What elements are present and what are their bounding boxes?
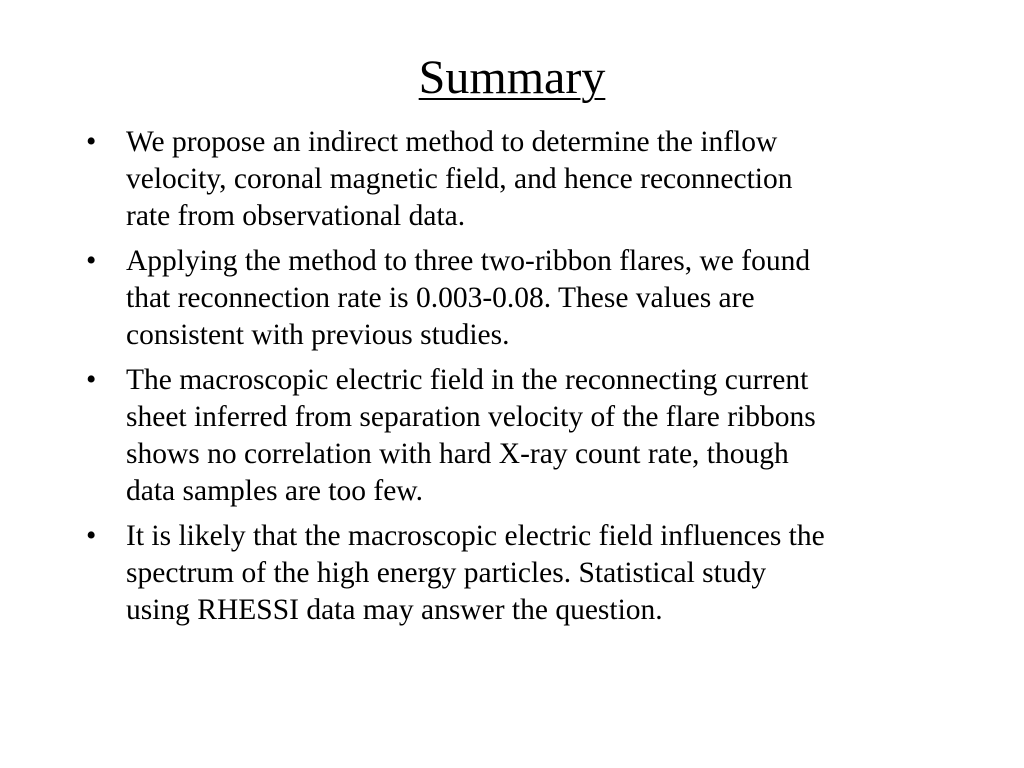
bullet-icon: • — [86, 364, 97, 396]
bullet-text-line: using RHESSI data may answer the question. — [126, 594, 663, 626]
bullet-text-line: rate from observational data. — [126, 200, 466, 232]
bullet-text-line: The macroscopic electric field in the reconnecting current — [126, 364, 809, 396]
bullet-text-line: We propose an indirect method to determine the inflow — [126, 126, 778, 158]
bullet-text-line: that reconnection rate is 0.003-0.08. These values are — [126, 282, 755, 314]
bullet-icon: • — [86, 126, 97, 158]
bullet-icon: • — [86, 245, 97, 277]
bullet-text-line: spectrum of the high energy particles. Statistical study — [126, 557, 767, 589]
bullet-item — [84, 124, 964, 235]
bullet-item — [84, 243, 964, 354]
bullet-text-line: shows no correlation with hard X-ray count rate, though — [126, 438, 789, 470]
bullet-text-line: velocity, coronal magnetic field, and hence reconnection — [126, 163, 793, 195]
bullet-text-line: It is likely that the macroscopic electric field influences the — [126, 520, 825, 552]
bullet-icon: • — [86, 520, 97, 552]
bullet-text-line: consistent with previous studies. — [126, 319, 510, 351]
bullet-text-line: Applying the method to three two-ribbon flares, we found — [126, 245, 811, 277]
bullet-list — [84, 124, 964, 637]
bullet-item — [84, 362, 964, 510]
bullet-item — [84, 518, 964, 629]
bullet-text-line: sheet inferred from separation velocity of the flare ribbons — [126, 401, 816, 433]
bullet-text-line: data samples are too few. — [126, 475, 424, 507]
slide-title: Summary — [418, 51, 606, 104]
